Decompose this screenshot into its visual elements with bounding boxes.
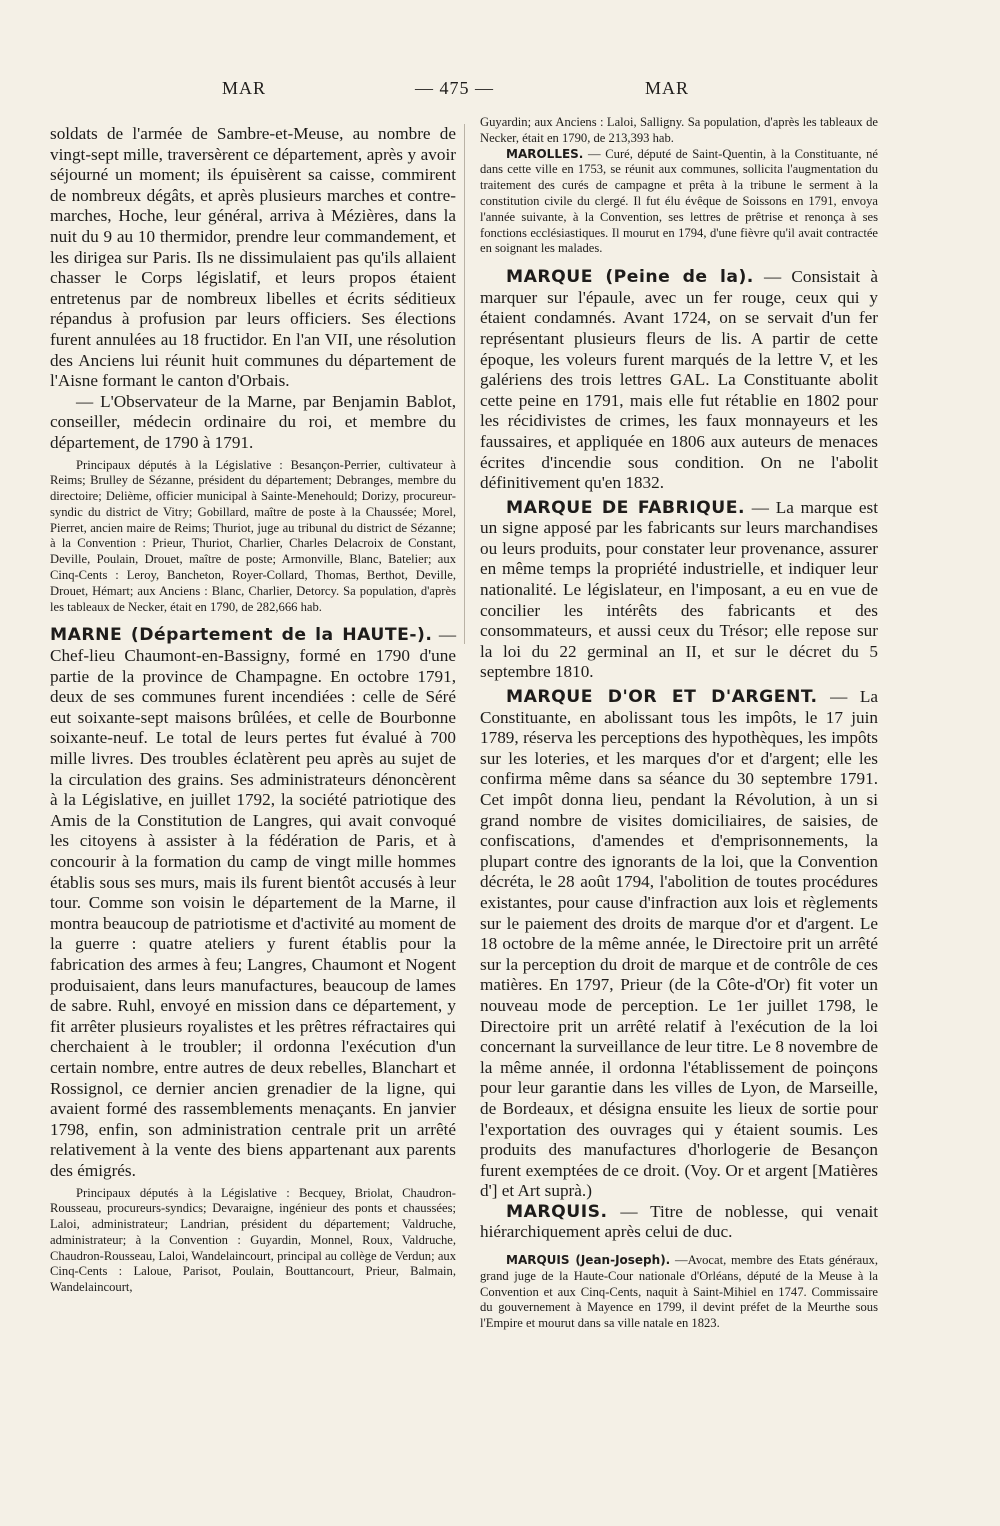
entry-heading: MARQUE DE FABRIQUE. xyxy=(506,497,745,518)
right-column xyxy=(480,115,878,1332)
entry-text: — Titre de noblesse, qui venait hiérarchiquement après celui de duc. xyxy=(480,1201,878,1242)
haute-marne-entry xyxy=(50,625,456,1181)
running-header xyxy=(0,78,1000,108)
column-divider xyxy=(464,124,465,644)
entry-text: — Consistait à marquer sur l'épaule, avec un fer rouge, ceux qui y étaient condamnés. Avant 1724, on se servait d'un fer représentant plusieurs fleurs de lis. A partir de cette époque, les voleurs furent marqués de la lettre V, et les galériens des trois lettres GAL. La Constituante abolit cette peine en 1791, mais elle fut rétablie en 1802 pour les récidivistes de crimes, les faux monnayeurs et les faussaires, et appliquée en 1806 aux auteurs de menaces écrites d'incendie sous condition. On ne l'abolit définitivement qu'en 1832. xyxy=(480,267,878,493)
entry-text: — La marque est un signe apposé par les fabricants sur leurs marchandises ou leurs produits, pour constater leur provenance, assurer en même temps la propriété industrielle, et indiquer leur nationalité. Le législateur, en l'imposant, a eu en vue de concilier les intérêts des fabricants et des consommateurs, et aussi ceux du Trésor; elle repose sur la loi du 22 germinal an II, et sur le décret du 5 septembre 1810. xyxy=(480,497,878,682)
page-number: — 475 — xyxy=(415,78,494,98)
entry-heading: MARQUIS. xyxy=(506,1201,608,1222)
marque-fabrique-entry xyxy=(480,498,878,683)
left-column xyxy=(50,124,456,1296)
marquis-jean-joseph-entry xyxy=(480,1253,878,1332)
entry-text: —Avocat, membre des Etats généraux, grand juge de la Haute-Cour nationale d'Orléans, député de la Meuse à la Convention et aux Cinq-Cents, naquit à Saint-Mihiel en 1747. Commissaire du gouvernement à Mayence en 1799, il devint préfet de la Meurthe sous l'Empire et mourut dans sa ville natale en 1823. xyxy=(480,1253,879,1331)
entry-heading: MARNE (Département de la HAUTE-). xyxy=(50,625,433,646)
entry-text: — Chef-lieu Chaumont-en-Bassigny, formé en 1790 d'une partie de la province de Champagne. En octobre 1791, deux de ses communes furent incendiées : celle de Séré eut soixante-sept maisons brûlées, et celle de Bourbonne soixante-neuf. Le total de leurs pertes fut évalué à 700 mille livres. Des troubles éclatèrent peu après au sujet de la circulation des grains. Ses administrateurs dénoncèrent à la Législative, en juillet 1792, la société patriotique des Amis de la Constitution de Langres, qui avait convoqué les citoyens à assister à la fédération de Paris, et à concourir à la formation du camp de vingt mille hommes établis sous ses murs, mais ils furent bientôt accusés à leur tour. Comme son voisin le département de la Marne, il montra beaucoup de patriotisme et d'activité au moment de la guerre : quatre ateliers y furent établis pour la fabrication des armes à feu; Langres, Chaumont et Nogent produisaient, dans leurs manufactures, beaucoup de lames de sabre. Ruhl, envoyé en mission dans ce département, y fit arrêter plusieurs royalistes et les prêtres réfractaires qui cherchaient à le troubler; il ordonna l'exécution d'un certain nombre, entre autres de deux rebelles, Blanchart et Rossignol, ce dernier ancien grenadier de la ligne, qui avaient formé des rassemblements menaçants. En janvier 1798, enfin, son administration centrale prit un arrêté relativement à la vente des biens appartenant aux parents des émigrés. xyxy=(50,625,457,1180)
marquis-entry xyxy=(480,1202,878,1243)
entry-text: — La Constituante, en abolissant tous les impôts, le 17 juin 1789, réserva les perceptions des hypothèques, les impôts sur les loteries, et les marques d'or et d'argent; elle les confirma même dans sa séance du 30 septembre 1791. Cet impôt donna lieu, pendant la Révolution, à un si grand nombre de visites domiciliaires, de saisies, de confiscations, d'amendes et d'emprisonnements, la plupart contre des ignorants de la loi, que la Convention décréta, le 28 août 1794, l'abolition de toutes procédures existantes, pour cause d'infraction aux lois et règlements sur le paiement des droits de marque d'or et d'argent. Le 18 octobre de la même année, le Directoire prit un arrêté sur la perception du droit de marque et de contrôle de ces matières. En 1797, Prieur (de la Côte-d'Or) fit voter un nouveau mode de perception. Le 1er juillet 1798, le Directoire prit un arrêté relatif à l'exécution de la loi concernant la surveillance de leur titre. Le 8 novembre de la même année, il ordonna l'établissement de poinçons pour leur garantie dans les villes de Lyon, de Marseille, de Bordeaux, et désigna ensuite les lieux de sortie pour l'exportation des ouvrages qui y étaient soumis. Les produits des manufactures d'horlogerie de Besançon furent exemptées de ce droit. (Voy. Or et argent [Matières d'] et Art suprà.) xyxy=(480,687,878,1201)
header-left-word: MAR xyxy=(222,78,267,98)
observateur-paragraph: — L'Observateur de la Marne, par Benjamin Bablot, conseiller, médecin ordinaire du roi, et membre du département, de 1790 à 1791. xyxy=(50,391,456,452)
entry-heading: MARQUE (Peine de la). xyxy=(506,267,754,288)
marne-deputies-note: Principaux députés à la Législative : Besançon-Perrier, cultivateur à Reims; Brulley de Sézanne, président du département; Debranges, membre du directoire; Delième, officier municipal à Sainte-Menehould; Dorizy, procureur-syndic du district de Vitry; Gobillard, maître de poste à la Chaussée; Morel, Pierret, ancien maire de Reims; Thuriot, juge au tribunal du district de Sézanne; à la Convention : Prieur, Thuriot, Charlier, Charles Delacroix de Constant, Deville, Poulain, Drouet, maître de poste; Armonville, Blanc, Batelier; aux Cinq-Cents : Leroy, Bancheton, Royer-Collard, Thomas, Berthot, Deville, Drouet, Hémart; aux Anciens : Blanc, Charlier, Detorcy. Sa population, d'après les tableaux de Necker, était en 1790, de 282,666 hab. xyxy=(50,457,456,614)
marolles-entry xyxy=(480,147,878,258)
marne-continued-paragraph: soldats de l'armée de Sambre-et-Meuse, au nombre de vingt-sept mille, traversèrent ce département, après y avoir séjourné un moment; ils épuisèrent sa caisse, commirent de nombreux dégâts, et après plusieurs marches et contre-marches, Hoche, leur général, arriva à Mézières, dans la nuit du 9 au 10 thermidor, prendre leur commandement, et les dirigea sur Paris. Ils ne dissimulaient pas qu'ils allaient chasser le Corps législatif, et leurs propos étaient entretenus par de nombreux libelles et écrits séditieux répandus à profusion par leurs officiers. Ses élections furent annulées au 18 fructidor. En l'an VII, une résolution des Anciens lui réunit huit communes du département de l'Aisne formant le canton d'Orbais. xyxy=(50,124,456,391)
entry-text: — Curé, député de Saint-Quentin, à la Constituante, né dans cette ville en 1753, se réunit aux communes, sollicita l'augmentation du traitement des curés de campagne et prêta à la tribune le serment à la constitution civile du clergé. Il fut élu évêque de Soissons en 1791, envoya l'année suivante, à la Convention, ses lettres de prêtrise et renonça à ses fonctions ecclésiastiques. Il mourut en 1794, d'une fièvre qu'il avait contractée en soignant les malades. xyxy=(480,146,878,256)
entry-heading: MARQUIS (Jean-Joseph). xyxy=(506,1253,671,1268)
header-right-word: MAR xyxy=(645,78,690,98)
entry-heading: MAROLLES. xyxy=(506,146,584,161)
marque-or-argent-entry xyxy=(480,687,878,1202)
entry-heading: MARQUE D'OR ET D'ARGENT. xyxy=(506,687,818,708)
marque-peine-entry xyxy=(480,267,878,494)
deputies-note-continued: Guyardin; aux Anciens : Laloi, Salligny. Sa population, d'après les tableaux de Necker, était en 1790, de 213,393 hab. xyxy=(480,115,878,145)
haute-marne-deputies-note: Principaux députés à la Législative : Becquey, Briolat, Chaudron-Rousseau, procureurs-syndics; Devaraigne, ingénieur des ponts et chaussées; Laloi, administrateur; Landrian, président du département; Valdruche, administrateur; à la Convention : Guyardin, Monnel, Roux, Valdruche, Chaudron-Rousseau, Laloi, Wandelaincourt, principal au collège de Verdun; aux Cinq-Cents : Laloue, Parisot, Poulain, Bouttancourt, Prieur, Balmain, Wandelaincourt, xyxy=(50,1185,456,1295)
